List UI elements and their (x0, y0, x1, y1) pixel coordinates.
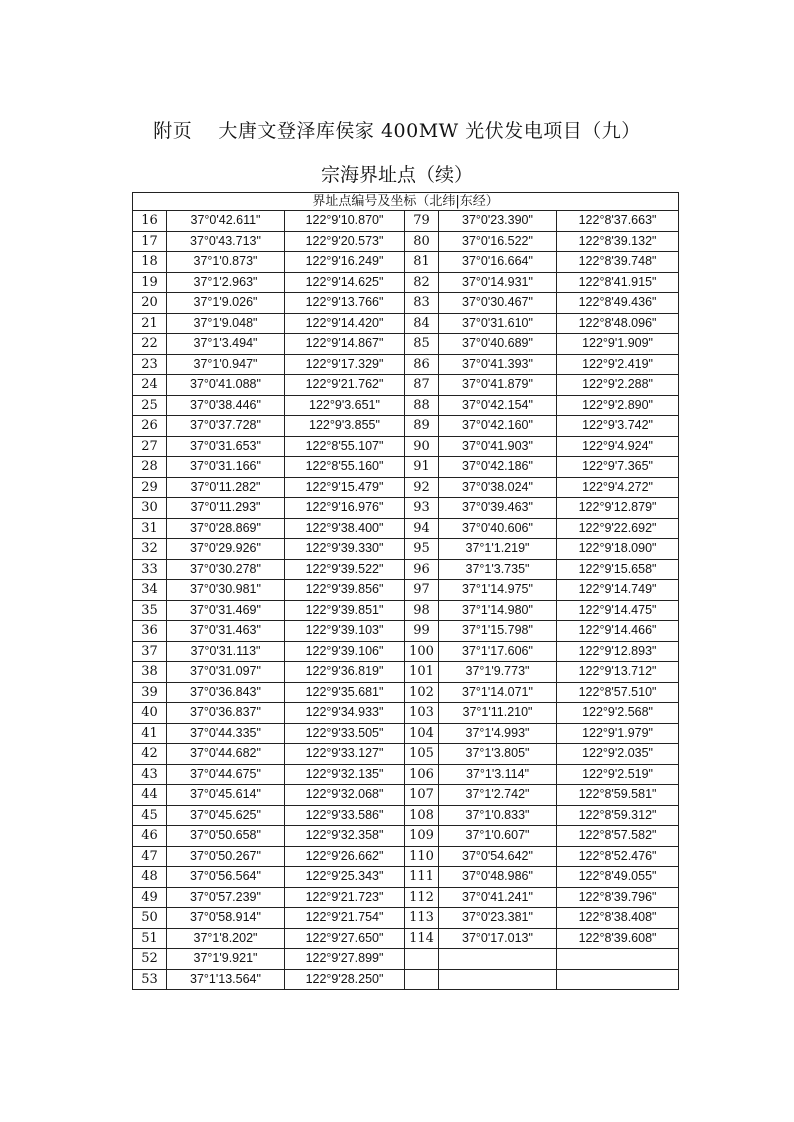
point-number: 28 (133, 457, 167, 478)
point-number: 111 (405, 867, 439, 888)
longitude-cell: 122°9'14.867" (285, 334, 405, 355)
table-row (133, 744, 679, 765)
latitude-cell: 37°0'30.981" (167, 580, 285, 601)
latitude-cell: 37°1'3.805" (439, 744, 557, 765)
latitude-cell: 37°0'30.467" (439, 293, 557, 314)
latitude-cell: 37°0'14.931" (439, 272, 557, 293)
latitude-cell: 37°0'36.837" (167, 703, 285, 724)
point-number: 112 (405, 887, 439, 908)
latitude-cell: 37°0'56.564" (167, 867, 285, 888)
point-number: 42 (133, 744, 167, 765)
latitude-cell: 37°0'42.160" (439, 416, 557, 437)
latitude-cell: 37°1'0.873" (167, 252, 285, 273)
latitude-cell: 37°0'41.393" (439, 354, 557, 375)
longitude-cell: 122°9'21.762" (285, 375, 405, 396)
page-title: 附页 大唐文登泽库侯家 400MW 光伏发电项目（九） (153, 120, 641, 142)
point-number: 36 (133, 621, 167, 642)
table-row (133, 662, 679, 683)
latitude-cell: 37°0'42.154" (439, 395, 557, 416)
point-number: 33 (133, 559, 167, 580)
table-row (133, 252, 679, 273)
longitude-cell (557, 949, 679, 970)
longitude-cell: 122°9'10.870" (285, 211, 405, 232)
longitude-cell: 122°8'55.107" (285, 436, 405, 457)
latitude-cell: 37°0'38.024" (439, 477, 557, 498)
latitude-cell: 37°1'1.219" (439, 539, 557, 560)
point-number: 30 (133, 498, 167, 519)
latitude-cell: 37°1'9.048" (167, 313, 285, 334)
longitude-cell: 122°8'49.436" (557, 293, 679, 314)
table-header-row (133, 193, 679, 211)
table-row (133, 764, 679, 785)
longitude-cell: 122°9'2.288" (557, 375, 679, 396)
longitude-cell: 122°8'55.160" (285, 457, 405, 478)
table-row (133, 498, 679, 519)
point-number: 21 (133, 313, 167, 334)
point-number: 17 (133, 231, 167, 252)
page-subtitle: 宗海界址点（续） (320, 164, 473, 186)
boundary-points-table (132, 192, 679, 990)
latitude-cell: 37°0'11.293" (167, 498, 285, 519)
longitude-cell: 122°8'39.748" (557, 252, 679, 273)
latitude-cell: 37°0'50.658" (167, 826, 285, 847)
point-number (405, 949, 439, 970)
longitude-cell: 122°9'27.650" (285, 928, 405, 949)
point-number: 105 (405, 744, 439, 765)
latitude-cell: 37°0'16.522" (439, 231, 557, 252)
latitude-cell: 37°0'31.469" (167, 600, 285, 621)
point-number: 52 (133, 949, 167, 970)
longitude-cell: 122°9'4.272" (557, 477, 679, 498)
longitude-cell: 122°8'57.582" (557, 826, 679, 847)
latitude-cell: 37°0'45.614" (167, 785, 285, 806)
point-number: 104 (405, 723, 439, 744)
longitude-cell: 122°9'33.505" (285, 723, 405, 744)
latitude-cell: 37°0'42.611" (167, 211, 285, 232)
point-number: 103 (405, 703, 439, 724)
longitude-cell: 122°9'2.890" (557, 395, 679, 416)
longitude-cell: 122°9'15.658" (557, 559, 679, 580)
table-row (133, 621, 679, 642)
latitude-cell: 37°0'54.642" (439, 846, 557, 867)
point-number: 88 (405, 395, 439, 416)
longitude-cell: 122°9'12.879" (557, 498, 679, 519)
latitude-cell: 37°0'44.675" (167, 764, 285, 785)
longitude-cell: 122°9'13.712" (557, 662, 679, 683)
longitude-cell: 122°9'32.358" (285, 826, 405, 847)
latitude-cell: 37°1'2.963" (167, 272, 285, 293)
table-row (133, 580, 679, 601)
longitude-cell: 122°9'32.135" (285, 764, 405, 785)
point-number: 45 (133, 805, 167, 826)
longitude-cell: 122°8'48.096" (557, 313, 679, 334)
longitude-cell: 122°9'36.819" (285, 662, 405, 683)
point-number: 50 (133, 908, 167, 929)
longitude-cell: 122°9'2.419" (557, 354, 679, 375)
latitude-cell: 37°0'41.241" (439, 887, 557, 908)
point-number (405, 969, 439, 990)
point-number: 20 (133, 293, 167, 314)
table-row (133, 231, 679, 252)
latitude-cell: 37°1'9.773" (439, 662, 557, 683)
latitude-cell: 37°0'17.013" (439, 928, 557, 949)
latitude-cell: 37°0'42.186" (439, 457, 557, 478)
longitude-cell: 122°9'34.933" (285, 703, 405, 724)
latitude-cell: 37°0'11.282" (167, 477, 285, 498)
longitude-cell: 122°9'2.568" (557, 703, 679, 724)
latitude-cell: 37°1'17.606" (439, 641, 557, 662)
table-header: 界址点编号及坐标（北纬|东经） (133, 193, 679, 211)
table-row (133, 785, 679, 806)
latitude-cell: 37°0'58.914" (167, 908, 285, 929)
longitude-cell: 122°8'57.510" (557, 682, 679, 703)
longitude-cell: 122°9'22.692" (557, 518, 679, 539)
latitude-cell: 37°1'3.735" (439, 559, 557, 580)
table-row (133, 867, 679, 888)
point-number: 93 (405, 498, 439, 519)
latitude-cell: 37°1'8.202" (167, 928, 285, 949)
point-number: 107 (405, 785, 439, 806)
longitude-cell: 122°8'49.055" (557, 867, 679, 888)
latitude-cell: 37°0'16.664" (439, 252, 557, 273)
table-row (133, 826, 679, 847)
longitude-cell: 122°9'38.400" (285, 518, 405, 539)
latitude-cell: 37°0'57.239" (167, 887, 285, 908)
latitude-cell: 37°0'41.879" (439, 375, 557, 396)
longitude-cell: 122°9'26.662" (285, 846, 405, 867)
table-row (133, 313, 679, 334)
latitude-cell: 37°0'36.843" (167, 682, 285, 703)
table-row (133, 395, 679, 416)
latitude-cell: 37°1'0.833" (439, 805, 557, 826)
latitude-cell: 37°1'0.947" (167, 354, 285, 375)
latitude-cell: 37°1'9.921" (167, 949, 285, 970)
latitude-cell: 37°0'48.986" (439, 867, 557, 888)
longitude-cell: 122°9'39.851" (285, 600, 405, 621)
longitude-cell: 122°9'3.855" (285, 416, 405, 437)
point-number: 109 (405, 826, 439, 847)
latitude-cell: 37°1'11.210" (439, 703, 557, 724)
table-row (133, 908, 679, 929)
latitude-cell (439, 949, 557, 970)
longitude-cell: 122°8'52.476" (557, 846, 679, 867)
longitude-cell: 122°9'13.766" (285, 293, 405, 314)
latitude-cell: 37°0'31.610" (439, 313, 557, 334)
longitude-cell: 122°9'2.035" (557, 744, 679, 765)
point-number: 86 (405, 354, 439, 375)
longitude-cell (557, 969, 679, 990)
latitude-cell: 37°1'14.975" (439, 580, 557, 601)
latitude-cell: 37°0'44.335" (167, 723, 285, 744)
point-number: 34 (133, 580, 167, 601)
latitude-cell: 37°0'30.278" (167, 559, 285, 580)
latitude-cell: 37°0'37.728" (167, 416, 285, 437)
point-number: 97 (405, 580, 439, 601)
point-number: 96 (405, 559, 439, 580)
point-number: 16 (133, 211, 167, 232)
point-number: 32 (133, 539, 167, 560)
latitude-cell: 37°0'23.381" (439, 908, 557, 929)
point-number: 89 (405, 416, 439, 437)
table-row (133, 887, 679, 908)
longitude-cell: 122°9'28.250" (285, 969, 405, 990)
latitude-cell: 37°1'14.980" (439, 600, 557, 621)
point-number: 19 (133, 272, 167, 293)
point-number: 37 (133, 641, 167, 662)
latitude-cell (439, 969, 557, 990)
point-number: 26 (133, 416, 167, 437)
longitude-cell: 122°9'14.466" (557, 621, 679, 642)
longitude-cell: 122°9'2.519" (557, 764, 679, 785)
latitude-cell: 37°0'41.088" (167, 375, 285, 396)
point-number: 22 (133, 334, 167, 355)
latitude-cell: 37°0'50.267" (167, 846, 285, 867)
longitude-cell: 122°9'39.106" (285, 641, 405, 662)
longitude-cell: 122°9'3.742" (557, 416, 679, 437)
longitude-cell: 122°9'1.979" (557, 723, 679, 744)
longitude-cell: 122°9'14.475" (557, 600, 679, 621)
latitude-cell: 37°1'2.742" (439, 785, 557, 806)
longitude-cell: 122°9'25.343" (285, 867, 405, 888)
longitude-cell: 122°8'41.915" (557, 272, 679, 293)
point-number: 101 (405, 662, 439, 683)
point-number: 106 (405, 764, 439, 785)
longitude-cell: 122°9'17.329" (285, 354, 405, 375)
point-number: 98 (405, 600, 439, 621)
point-number: 90 (405, 436, 439, 457)
longitude-cell: 122°9'33.127" (285, 744, 405, 765)
latitude-cell: 37°1'9.026" (167, 293, 285, 314)
point-number: 51 (133, 928, 167, 949)
longitude-cell: 122°9'21.723" (285, 887, 405, 908)
point-number: 43 (133, 764, 167, 785)
latitude-cell: 37°1'3.494" (167, 334, 285, 355)
longitude-cell: 122°9'18.090" (557, 539, 679, 560)
latitude-cell: 37°1'3.114" (439, 764, 557, 785)
table-row (133, 600, 679, 621)
table-row (133, 457, 679, 478)
point-number: 31 (133, 518, 167, 539)
longitude-cell: 122°8'37.663" (557, 211, 679, 232)
latitude-cell: 37°0'31.166" (167, 457, 285, 478)
latitude-cell: 37°0'43.713" (167, 231, 285, 252)
point-number: 79 (405, 211, 439, 232)
point-number: 47 (133, 846, 167, 867)
point-number: 35 (133, 600, 167, 621)
table-row (133, 334, 679, 355)
table-row (133, 539, 679, 560)
latitude-cell: 37°0'29.926" (167, 539, 285, 560)
table-row (133, 354, 679, 375)
latitude-cell: 37°0'44.682" (167, 744, 285, 765)
longitude-cell: 122°9'39.856" (285, 580, 405, 601)
point-number: 44 (133, 785, 167, 806)
table-row (133, 272, 679, 293)
latitude-cell: 37°0'31.113" (167, 641, 285, 662)
point-number: 95 (405, 539, 439, 560)
table-row (133, 641, 679, 662)
longitude-cell: 122°9'21.754" (285, 908, 405, 929)
point-number: 18 (133, 252, 167, 273)
point-number: 80 (405, 231, 439, 252)
point-number: 38 (133, 662, 167, 683)
table-row (133, 949, 679, 970)
table-row (133, 723, 679, 744)
point-number: 85 (405, 334, 439, 355)
point-number: 108 (405, 805, 439, 826)
point-number: 87 (405, 375, 439, 396)
longitude-cell: 122°9'12.893" (557, 641, 679, 662)
latitude-cell: 37°1'15.798" (439, 621, 557, 642)
longitude-cell: 122°9'33.586" (285, 805, 405, 826)
point-number: 82 (405, 272, 439, 293)
table-row (133, 682, 679, 703)
latitude-cell: 37°0'28.869" (167, 518, 285, 539)
table-row (133, 293, 679, 314)
longitude-cell: 122°9'16.249" (285, 252, 405, 273)
longitude-cell: 122°9'3.651" (285, 395, 405, 416)
longitude-cell: 122°9'14.420" (285, 313, 405, 334)
point-number: 100 (405, 641, 439, 662)
table-row (133, 518, 679, 539)
table-row (133, 846, 679, 867)
point-number: 91 (405, 457, 439, 478)
point-number: 110 (405, 846, 439, 867)
latitude-cell: 37°0'38.446" (167, 395, 285, 416)
table-row (133, 416, 679, 437)
longitude-cell: 122°9'39.522" (285, 559, 405, 580)
longitude-cell: 122°9'7.365" (557, 457, 679, 478)
latitude-cell: 37°0'31.653" (167, 436, 285, 457)
table-row (133, 559, 679, 580)
point-number: 83 (405, 293, 439, 314)
longitude-cell: 122°8'39.132" (557, 231, 679, 252)
latitude-cell: 37°0'40.689" (439, 334, 557, 355)
longitude-cell: 122°9'16.976" (285, 498, 405, 519)
point-number: 84 (405, 313, 439, 334)
point-number: 94 (405, 518, 439, 539)
longitude-cell: 122°8'39.796" (557, 887, 679, 908)
longitude-cell: 122°9'1.909" (557, 334, 679, 355)
longitude-cell: 122°9'32.068" (285, 785, 405, 806)
longitude-cell: 122°8'59.581" (557, 785, 679, 806)
table-body (133, 211, 679, 990)
latitude-cell: 37°0'31.097" (167, 662, 285, 683)
latitude-cell: 37°1'13.564" (167, 969, 285, 990)
point-number: 46 (133, 826, 167, 847)
table-row (133, 969, 679, 990)
longitude-cell: 122°8'59.312" (557, 805, 679, 826)
longitude-cell: 122°8'39.608" (557, 928, 679, 949)
longitude-cell: 122°9'15.479" (285, 477, 405, 498)
latitude-cell: 37°1'0.607" (439, 826, 557, 847)
point-number: 25 (133, 395, 167, 416)
point-number: 39 (133, 682, 167, 703)
table-row (133, 375, 679, 396)
latitude-cell: 37°0'45.625" (167, 805, 285, 826)
longitude-cell: 122°9'14.749" (557, 580, 679, 601)
point-number: 49 (133, 887, 167, 908)
longitude-cell: 122°9'35.681" (285, 682, 405, 703)
longitude-cell: 122°9'27.899" (285, 949, 405, 970)
table-row (133, 703, 679, 724)
point-number: 29 (133, 477, 167, 498)
point-number: 81 (405, 252, 439, 273)
latitude-cell: 37°0'31.463" (167, 621, 285, 642)
point-number: 23 (133, 354, 167, 375)
point-number: 113 (405, 908, 439, 929)
longitude-cell: 122°9'39.103" (285, 621, 405, 642)
latitude-cell: 37°1'4.993" (439, 723, 557, 744)
longitude-cell: 122°9'4.924" (557, 436, 679, 457)
point-number: 114 (405, 928, 439, 949)
point-number: 48 (133, 867, 167, 888)
point-number: 99 (405, 621, 439, 642)
latitude-cell: 37°1'14.071" (439, 682, 557, 703)
table-row (133, 805, 679, 826)
longitude-cell: 122°9'20.573" (285, 231, 405, 252)
latitude-cell: 37°0'23.390" (439, 211, 557, 232)
latitude-cell: 37°0'40.606" (439, 518, 557, 539)
point-number: 92 (405, 477, 439, 498)
point-number: 102 (405, 682, 439, 703)
table-row (133, 436, 679, 457)
point-number: 24 (133, 375, 167, 396)
latitude-cell: 37°0'41.903" (439, 436, 557, 457)
point-number: 41 (133, 723, 167, 744)
longitude-cell: 122°9'14.625" (285, 272, 405, 293)
table-row (133, 211, 679, 232)
point-number: 53 (133, 969, 167, 990)
point-number: 40 (133, 703, 167, 724)
longitude-cell: 122°8'38.408" (557, 908, 679, 929)
table-row (133, 477, 679, 498)
longitude-cell: 122°9'39.330" (285, 539, 405, 560)
table-row (133, 928, 679, 949)
latitude-cell: 37°0'39.463" (439, 498, 557, 519)
point-number: 27 (133, 436, 167, 457)
